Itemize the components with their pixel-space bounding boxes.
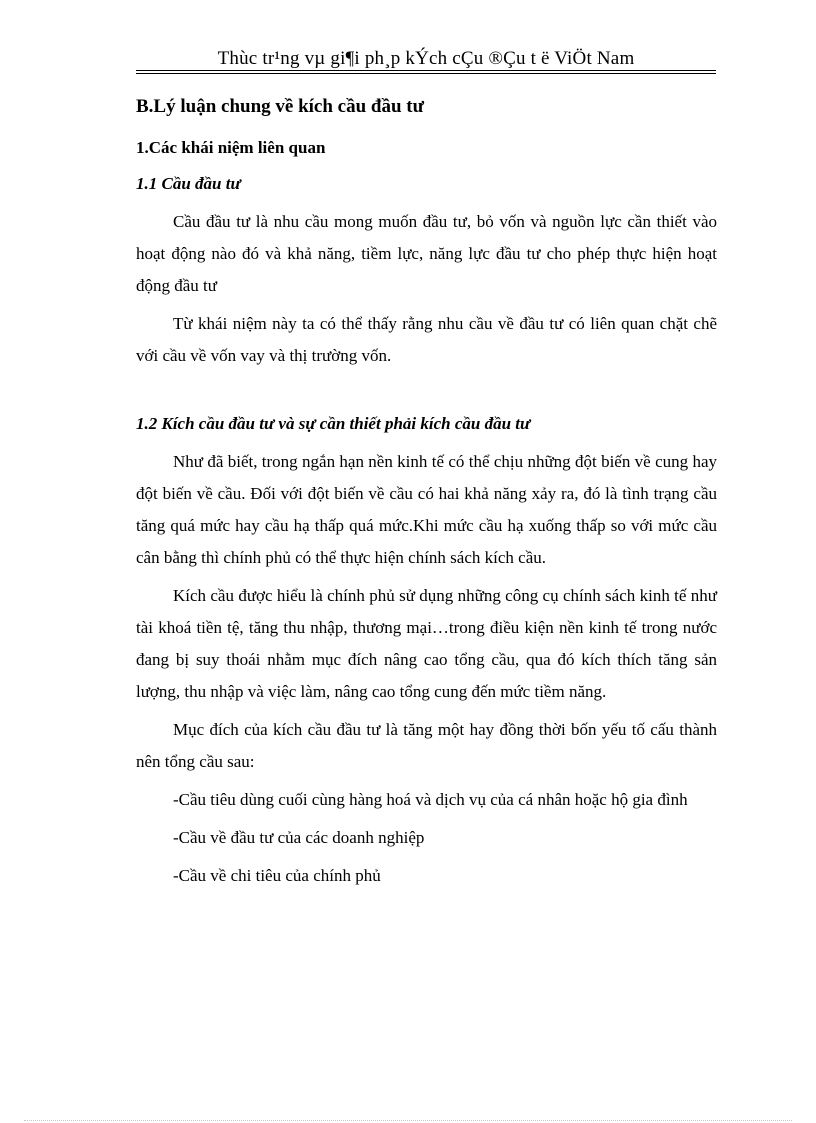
paragraph: Cầu đầu tư là nhu cầu mong muốn đầu tư, bỏ vốn và nguồn lực cần thiết vào hoạt động nào đó và khả năng, tiềm lực, năng lực đầu tư cho phép thực hiện hoạt động đầu tư	[136, 212, 717, 295]
document-body	[136, 90, 717, 892]
section-title: B.Lý luận chung về kích cầu đầu tư	[136, 96, 425, 117]
page-bottom-border	[24, 1120, 792, 1121]
list-item: -Cầu tiêu dùng cuối cùng hàng hoá và dịch vụ của cá nhân hoặc hộ gia đình	[173, 790, 688, 809]
header-rule-bottom	[136, 73, 716, 74]
paragraph: Kích cầu được hiểu là chính phủ sử dụng những công cụ chính sách kinh tế như tài khoá tiền tệ, tăng thu nhập, thương mại…trong điều kiện nền kinh tế trong nước đang bị suy thoái nhằm mục đích nâng cao tổng cầu, qua đó kích thích tăng sản lượng, thu nhập và việc làm, nâng cao tổng cung đến mức tiềm năng.	[136, 586, 717, 701]
header-rule-top	[136, 70, 716, 71]
running-header: Thùc tr¹ng vµ gi¶i ph¸p kÝch cÇu ®Çu t ë ViÖt Nam	[217, 48, 635, 69]
subsection-title: 1.Các khái niệm liên quan	[136, 138, 326, 157]
paragraph: Từ khái niệm này ta có thể thấy rằng nhu cầu về đầu tư có liên quan chặt chẽ với cầu về vốn vay và thị trường vốn.	[136, 314, 717, 365]
subsubsection-title-kich-cau: 1.2 Kích cầu đầu tư và sự cần thiết phải kích cầu đầu tư	[136, 414, 531, 433]
list-item: -Cầu về đầu tư của các doanh nghiệp	[173, 828, 425, 847]
paragraph: Mục đích của kích cầu đầu tư là tăng một hay đồng thời bốn yếu tố cấu thành nên tổng cầu sau:	[136, 720, 717, 771]
list-item: -Cầu về chi tiêu của chính phủ	[173, 866, 381, 885]
subsubsection-title-cau-dau-tu: 1.1 Cầu đầu tư	[136, 174, 241, 193]
paragraph: Như đã biết, trong ngắn hạn nền kinh tế có thể chịu những đột biến về cung hay đột biến về cầu. Đối với đột biến về cầu có hai khả năng xảy ra, đó là tình trạng cầu tăng quá mức hay cầu hạ thấp quá mức.Khi mức cầu hạ xuống thấp so với mức cầu cân bằng thì chính phủ có thể thực hiện chính sách kích cầu.	[136, 452, 717, 567]
blank-line	[136, 372, 717, 404]
